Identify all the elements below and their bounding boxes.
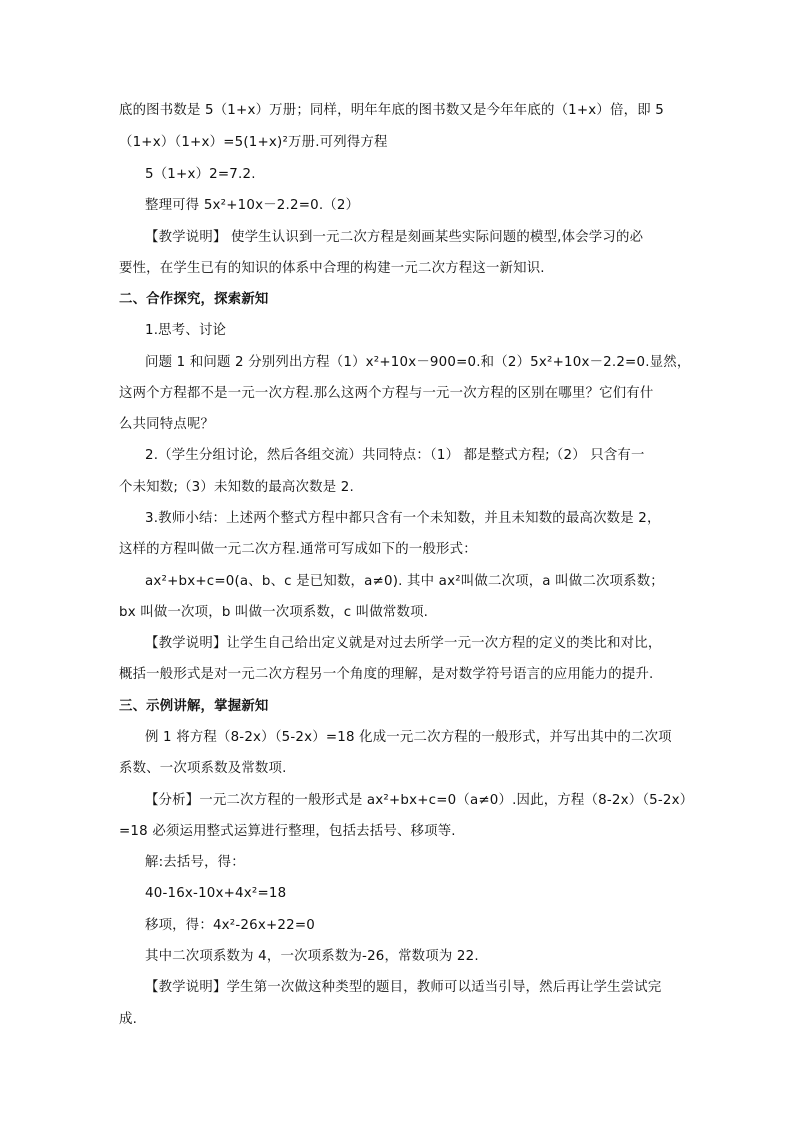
analysis-line: 【分析】一元二次方程的一般形式是 ax²+bx+c=0（a≠0）.因此，方程（8-2x）（5-2x）	[145, 793, 694, 808]
teaching-note-line: 成.	[119, 1012, 138, 1027]
paragraph-line: （1+x）（1+x）=5(1+x)²万册.可列得方程	[119, 135, 388, 150]
paragraph-line: 问题 1 和问题 2 分别列出方程（1）x²+10x－900=0.和（2）5x²+10x－2.2=0.显然，	[145, 355, 691, 370]
teaching-note-line: 【教学说明】 使学生认识到一元二次方程是刻画某些实际问题的模型,体会学习的必	[145, 230, 644, 245]
solution-line: 40-16x-10x+4x²=18	[145, 886, 287, 901]
paragraph-line: 底的图书数是 5（1+x）万册；同样，明年年底的图书数又是今年年底的（1+x）倍，即 5	[119, 103, 664, 118]
analysis-line: =18 必须运用整式运算进行整理，包括去括号、移项等.	[119, 824, 456, 839]
section-heading: 三、示例讲解，掌握新知	[119, 699, 269, 714]
paragraph-line: 3.教师小结：上述两个整式方程中都只含有一个未知数，并且未知数的最高次数是 2，	[145, 511, 661, 526]
section-heading: 二、合作探究，探索新知	[119, 292, 269, 307]
teaching-note-line: 概括一般形式是对一元二次方程另一个角度的理解，是对数学符号语言的应用能力的提升.	[119, 667, 654, 682]
paragraph-line: 么共同特点呢？	[119, 417, 215, 432]
subheading: 1.思考、讨论	[145, 323, 227, 338]
paragraph-line: ax²+bx+c=0(a、b、c 是已知数，a≠0). 其中 ax²叫做二次项，a 叫做二次项系数；	[145, 574, 664, 589]
paragraph-line: 2.（学生分组讨论，然后各组交流）共同特点：（1） 都是整式方程;（2） 只含有一	[145, 448, 645, 463]
paragraph-line: 个未知数;（3）未知数的最高次数是 2.	[119, 480, 354, 495]
paragraph-line: bx 叫做一次项，b 叫做一次项系数，c 叫做常数项.	[119, 605, 429, 620]
solution-line: 其中二次项系数为 4，一次项系数为-26，常数项为 22.	[145, 949, 479, 964]
equation-line: 5（1+x）2=7.2.	[145, 167, 256, 182]
example-line: 例 1 将方程（8-2x）（5-2x）=18 化成一元二次方程的一般形式，并写出其中的二次项	[145, 730, 672, 745]
teaching-note-line: 要性，在学生已有的知识的体系中合理的构建一元二次方程这一新知识.	[119, 261, 545, 276]
paragraph-line: 这两个方程都不是一元一次方程.那么这两个方程与一元一次方程的区别在哪里？它们有什	[119, 386, 654, 401]
solution-line: 移项，得：4x²-26x+22=0	[145, 918, 315, 933]
paragraph-line: 这样的方程叫做一元二次方程.通常可写成如下的一般形式：	[119, 542, 477, 557]
solution-line: 解:去括号，得：	[145, 855, 245, 870]
teaching-note-line: 【教学说明】让学生自己给出定义就是对过去所学一元一次方程的定义的类比和对比，	[145, 636, 662, 651]
equation-line: 整理可得 5x²+10x－2.2=0.（2）	[145, 198, 360, 213]
teaching-note-line: 【教学说明】学生第一次做这种类型的题目，教师可以适当引导，然后再让学生尝试完	[145, 980, 662, 995]
example-line: 系数、一次项系数及常数项.	[119, 761, 287, 776]
